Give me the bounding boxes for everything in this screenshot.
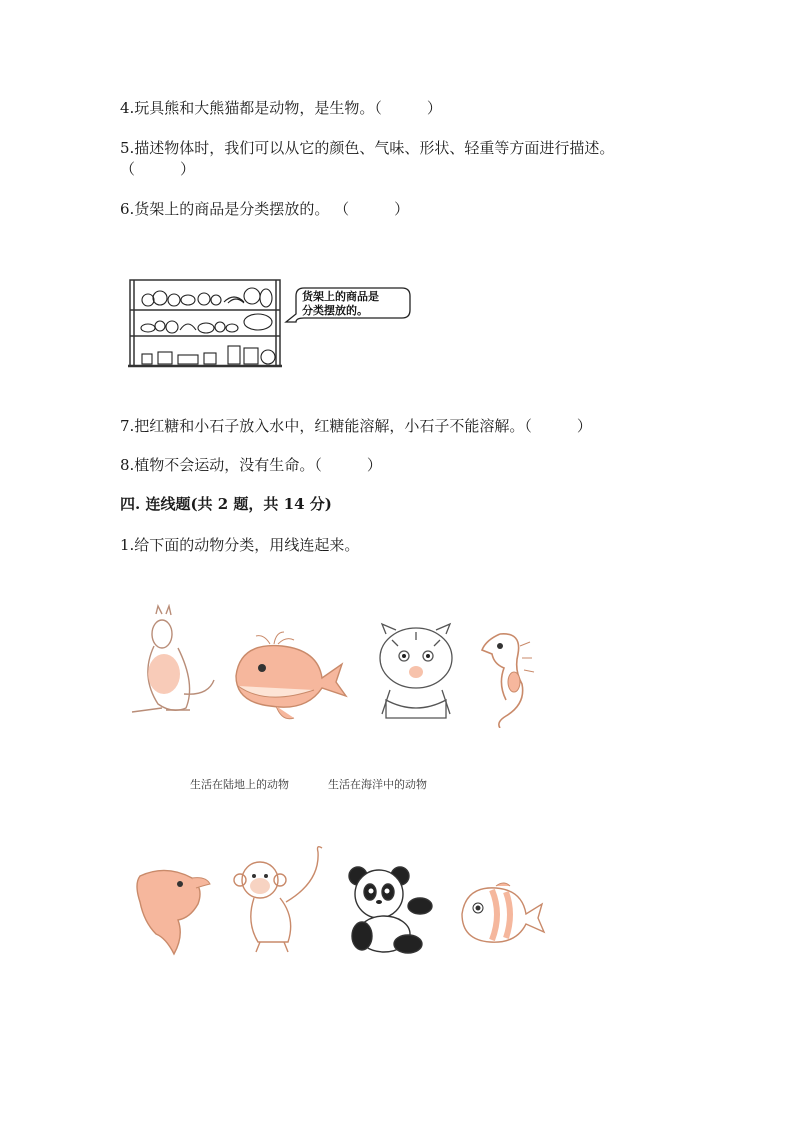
label-ocean-animals: 生活在海洋中的动物 <box>328 778 427 791</box>
fish-image <box>456 880 548 950</box>
whale-image <box>226 626 351 726</box>
question-8: 8.植物不会运动，没有生命。（ ） <box>120 456 382 474</box>
monkey-image <box>230 842 334 956</box>
kangaroo-image <box>122 604 222 720</box>
label-land-animals: 生活在陆地上的动物 <box>190 778 289 791</box>
shelf-illustration <box>120 262 420 374</box>
bubble-line-1: 货架上的商品是 <box>302 290 379 303</box>
tiger-image <box>366 620 466 726</box>
dolphin-image <box>126 858 216 956</box>
question-5-line-1: 5.描述物体时，我们可以从它的颜色、气味、形状、轻重等方面进行描述。 <box>120 139 615 157</box>
seahorse-image <box>470 624 540 728</box>
bubble-line-2: 分类摆放的。 <box>302 304 368 317</box>
panda-image <box>344 862 440 958</box>
question-7: 7.把红糖和小石子放入水中，红糖能溶解，小石子不能溶解。（ ） <box>120 417 592 435</box>
question-6: 6.货架上的商品是分类摆放的。 （ ） <box>120 200 410 218</box>
section-heading: 四. 连线题(共 2 题，共 14 分) <box>120 495 332 513</box>
matching-question-1: 1.给下面的动物分类，用线连起来。 <box>120 536 360 554</box>
question-5-line-2: （ ） <box>120 160 196 178</box>
question-4: 4.玩具熊和大熊猫都是动物，是生物。（ ） <box>120 99 442 117</box>
